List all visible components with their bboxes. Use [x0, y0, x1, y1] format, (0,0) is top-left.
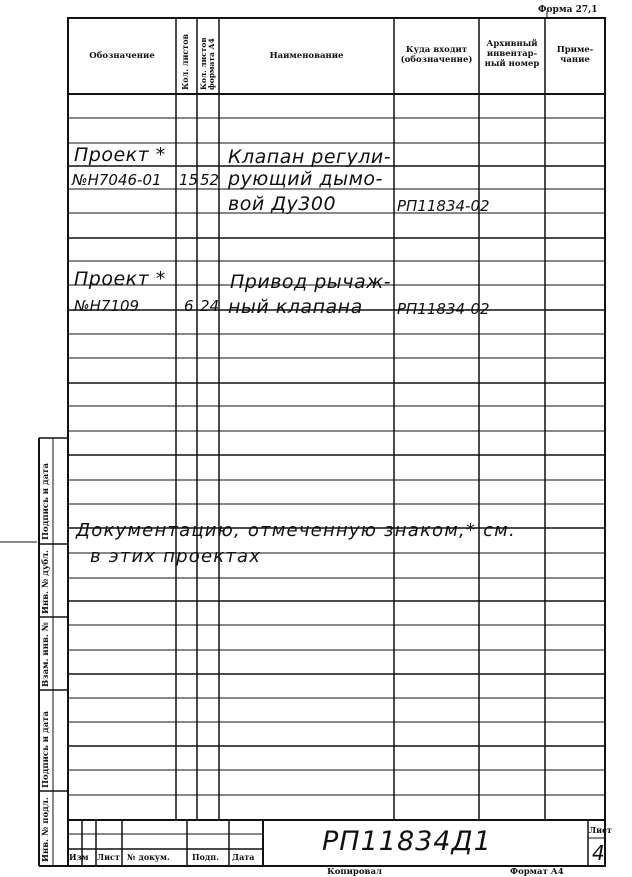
entry2-designation-line2: №Н7109: [74, 297, 140, 315]
entry1-where-used: РП11834-02: [397, 197, 490, 215]
entry2-designation-line1: Проект *: [74, 268, 166, 290]
side-label-vzam-inv: Взам. инв. №: [41, 621, 51, 687]
side-label-sign-date-2: Подпись и дата: [41, 710, 51, 788]
form-label: Форма 27,1: [538, 5, 598, 15]
entry2-name-line2: ный клапана: [228, 296, 363, 318]
entry1-designation-line2: №Н7046-01: [72, 171, 162, 189]
side-label-inv-podl: Инв. № подл.: [41, 797, 51, 862]
entry1-name-line2: рующий дымо-: [228, 168, 383, 190]
entry2-sheets: 6: [184, 297, 194, 315]
stamp-doc-no: № докум.: [127, 852, 170, 862]
footer-format: Формат А4: [510, 867, 564, 877]
header-designation: Обозначение: [89, 51, 155, 61]
stamp-izm: Изм: [69, 852, 89, 862]
entry2-name-line1: Привод рычаж-: [230, 271, 392, 293]
footer-copied: Копировал: [327, 867, 382, 877]
note-line2: в этих проектах: [90, 546, 262, 567]
header-name: Наименование: [269, 51, 344, 61]
side-label-sign-date-1: Подпись и дата: [41, 462, 51, 540]
entry1-name-line1: Клапан регули-: [228, 146, 392, 168]
stamp-designation: РП11834Д1: [322, 826, 492, 857]
stamp-sheet-number: 4: [592, 841, 606, 865]
entry1-name-line3: вой Ду300: [228, 193, 337, 215]
entry1-sheets-a4: 52: [200, 171, 220, 189]
header-sheets-a4: Кол. листов формата А4: [199, 37, 216, 90]
header-note: Приме- чание: [556, 45, 594, 65]
header-sheets-count: Кол. листов: [180, 33, 190, 90]
entry2-where-used: РП11834-02: [397, 300, 490, 318]
header-archive: Архивный инвентар- ный номер: [484, 39, 540, 69]
stamp-data: Дата: [232, 852, 255, 862]
entry2-sheets-a4: 24: [200, 297, 220, 315]
side-label-inv-dubl: Инв. № дубл.: [41, 549, 51, 614]
entry1-designation-line1: Проект *: [74, 144, 166, 166]
stamp-podp: Подп.: [192, 852, 219, 862]
entry1-sheets: 15: [179, 171, 199, 189]
stamp-sheet-label: Лист: [589, 825, 612, 835]
stamp-list: Лист: [97, 852, 120, 862]
note-line1: Документацию, отмеченную знаком,* см.: [76, 520, 516, 541]
header-where-used: Куда входит (обозначение): [400, 45, 473, 65]
